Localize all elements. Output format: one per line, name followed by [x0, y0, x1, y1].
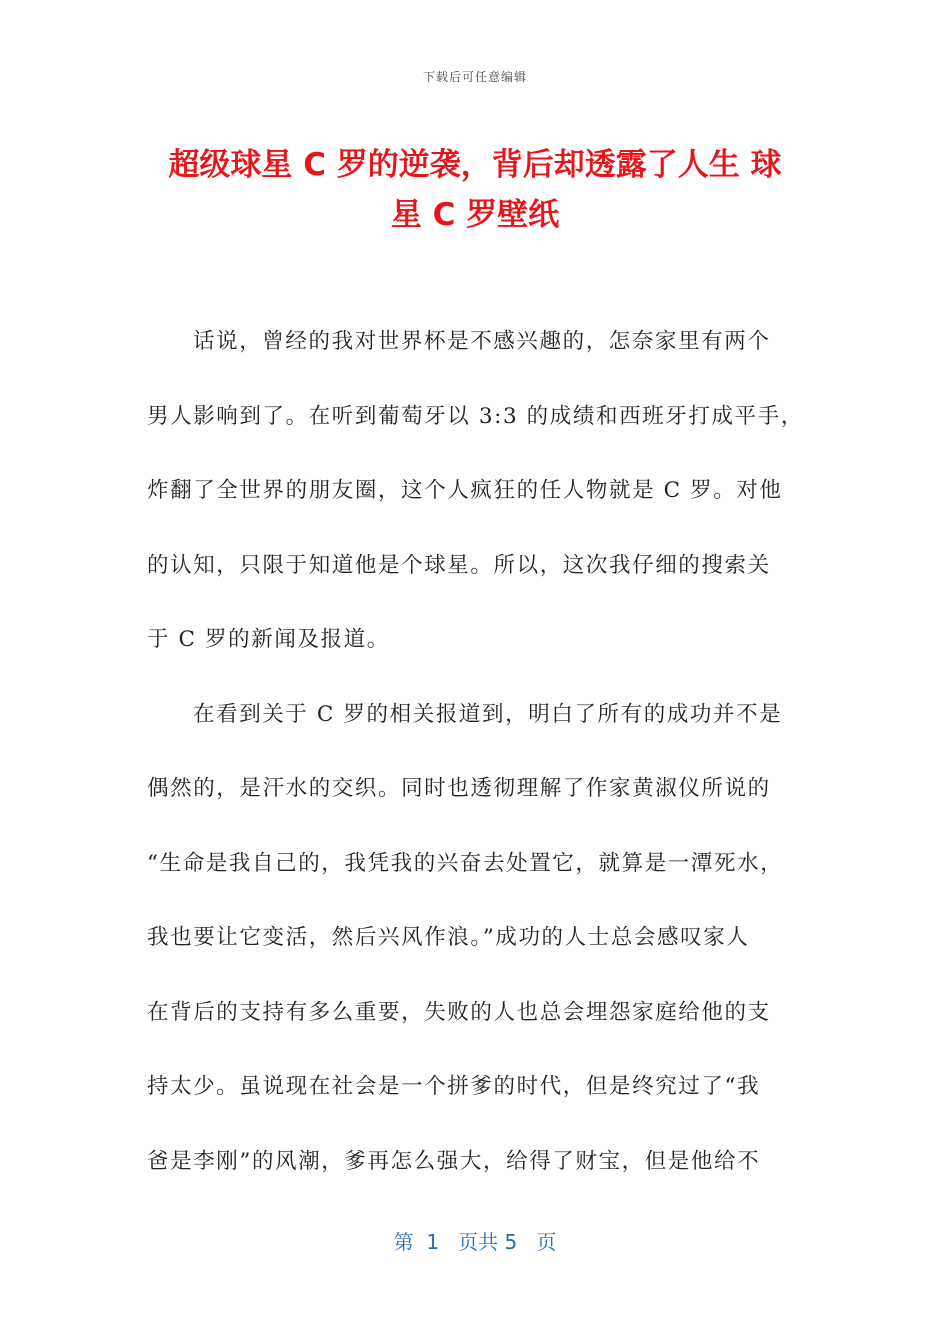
document-title	[140, 140, 810, 240]
paragraph-2-line: 在背后的支持有多么重要，失败的人也总会埋怨家庭给他的支	[147, 999, 771, 1025]
paragraph-1-line: 的认知，只限于知道他是个球星。所以，这次我仔细的搜索关	[147, 552, 771, 578]
document-body	[147, 320, 807, 1214]
title-line-2: 星 C 罗壁纸	[390, 197, 560, 233]
paragraph-2-line: 爸是李刚”的风潮，爹再怎么强大，给得了财宝，但是他给不	[147, 1148, 761, 1174]
paragraph-1-line: 男人影响到了。在听到葡萄牙以 3:3 的成绩和西班牙打成平手，	[147, 403, 804, 429]
page-number: 第 1 页共 5 页	[393, 1230, 557, 1254]
title-line-1: 超级球星 C 罗的逆袭，背后却透露了人生 球	[168, 147, 782, 183]
paragraph-1-line: 话说，曾经的我对世界杯是不感兴趣的，怎奈家里有两个	[193, 329, 771, 354]
paragraph-2-line: 我也要让它变活，然后兴风作浪。”成功的人士总会感叹家人	[147, 925, 750, 950]
paragraph-2-line: 偶然的，是汗水的交织。同时也透彻理解了作家黄淑仪所说的	[147, 776, 771, 801]
paragraph-2-line: 持太少。虽说现在社会是一个拼爹的时代，但是终究过了“我	[147, 1074, 761, 1099]
paragraph-1-line: 炸翻了全世界的朋友圈，这个人疯狂的任人物就是 C 罗。对他	[147, 478, 783, 503]
paragraph-2-line: 在看到关于 C 罗的相关报道到，明白了所有的成功并不是	[193, 701, 783, 727]
paragraph-2-line: “生命是我自己的，我凭我的兴奋去处置它，就算是一潭死水，	[147, 850, 784, 876]
header-note: 下载后可任意编辑	[422, 70, 527, 84]
paragraph-1-line: 于 C 罗的新闻及报道。	[147, 627, 390, 652]
